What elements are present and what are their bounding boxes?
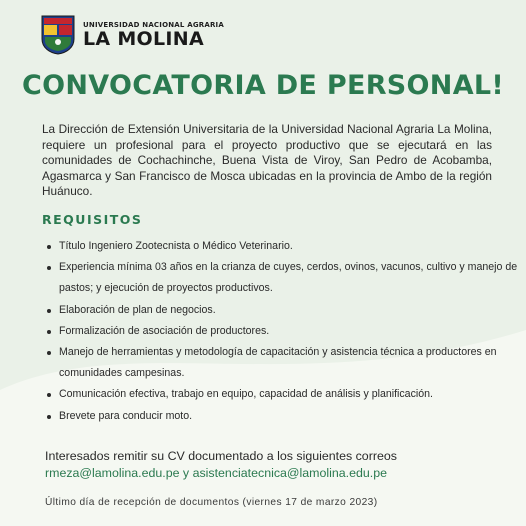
intro-paragraph: La Dirección de Extensión Universitaria de la Universidad Nacional Agraria La Molina, requiere un profesional para el proyecto productivo que se ejecutará en las comunidades de Cochachinche, Buena Vista de Viroy, San Pedro de Acobamba, Agasmarca y San Francisco de Mosca ubicadas en la provincia de Ambo de la región Huánuco. — [42, 122, 492, 198]
list-item: Elaboración de plan de negocios. — [42, 300, 522, 321]
bullet-icon — [47, 309, 51, 313]
shield-icon — [41, 15, 75, 55]
deadline-text: Último día de recepción de documentos (viernes 17 de marzo 2023) — [45, 497, 378, 508]
list-item: Brevete para conducir moto. — [42, 406, 522, 427]
list-item: Experiencia mínima 03 años en la crianza de cuyes, cerdos, ovinos, vacunos, cultivo y manejo de pastos; y ejecución de proyectos productivos. — [42, 257, 522, 299]
bullet-icon — [47, 266, 51, 270]
list-item: Formalización de asociación de productores. — [42, 321, 522, 342]
university-name: LA MOLINA — [83, 28, 204, 50]
list-item: Título Ingeniero Zootecnista o Médico Veterinario. — [42, 236, 522, 257]
requirements-heading: REQUISITOS — [42, 212, 143, 227]
bullet-icon — [47, 245, 51, 249]
bullet-icon — [47, 393, 51, 397]
contact-text: Interesados remitir su CV documentado a los siguientes correos — [45, 449, 397, 463]
contact-emails[interactable]: rmeza@lamolina.edu.pe y asistenciatecnica@lamolina.edu.pe — [45, 466, 387, 480]
list-item: Manejo de herramientas y metodología de capacitación y asistencia técnica a productores en comunidades campesinas. — [42, 342, 522, 384]
bullet-icon — [47, 330, 51, 334]
page-title: CONVOCATORIA DE PERSONAL! — [21, 70, 505, 101]
bullet-icon — [47, 415, 51, 419]
bullet-icon — [47, 351, 51, 355]
contact-info — [45, 448, 397, 482]
requirements-list — [42, 236, 522, 427]
university-label: UNIVERSIDAD NACIONAL AGRARIA — [83, 21, 224, 29]
university-logo — [41, 15, 224, 55]
list-item: Comunicación efectiva, trabajo en equipo, capacidad de análisis y planificación. — [42, 384, 522, 405]
